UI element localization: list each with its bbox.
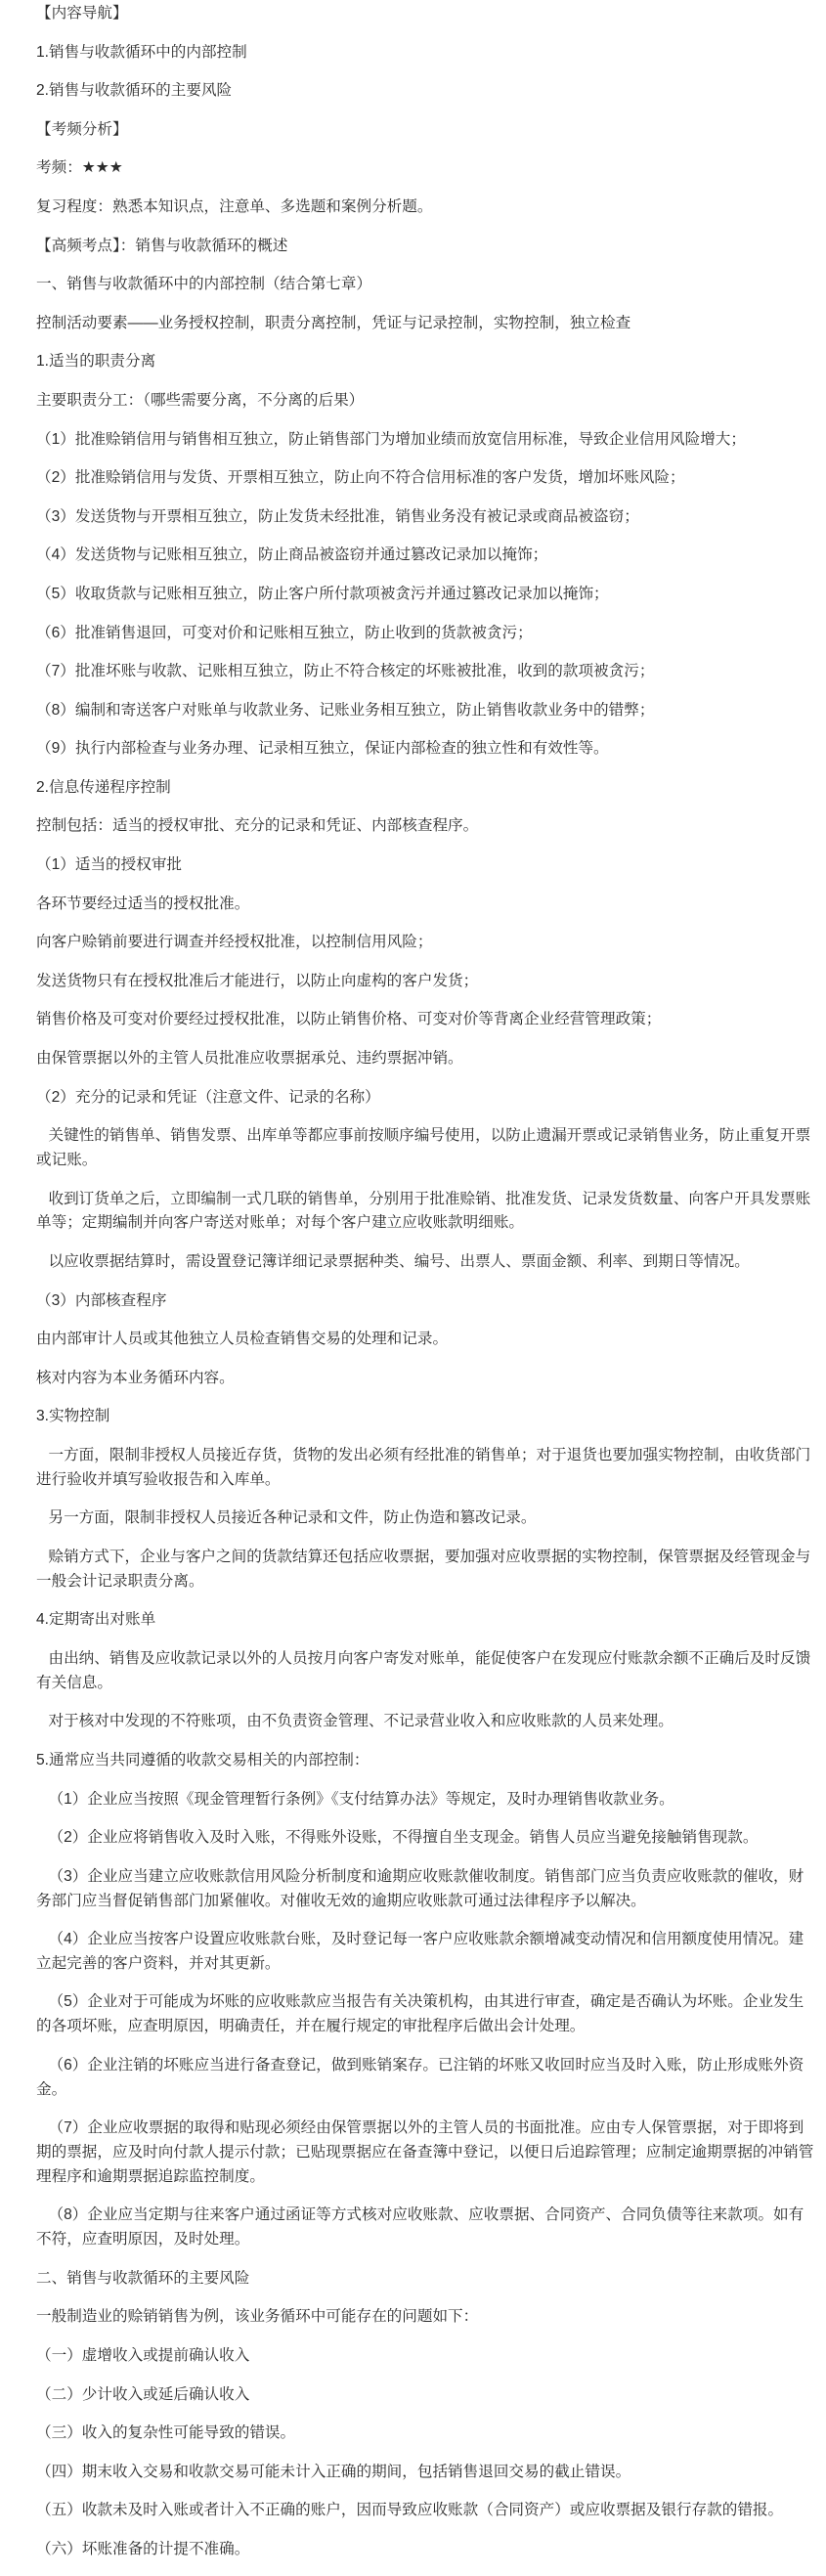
subsection-lead: 主要职责分工：（哪些需要分离，不分离的后果） xyxy=(36,391,365,409)
subsection-title: 5.通常应当共同遵循的收款交易相关的内部控制： xyxy=(36,1751,370,1768)
duty-item: （5）收取货款与记账相互独立，防止客户所付款项被贪污并通过篡改记录加以掩饰； xyxy=(36,585,609,602)
internal-check-title: （3）内部核查程序 xyxy=(36,1291,167,1309)
risk-item: （一）虚增收入或提前确认收入 xyxy=(36,2347,250,2365)
duty-item: （4）发送货物与记账相互独立，防止商品被盗窃并通过篡改记录加以掩饰； xyxy=(36,546,548,564)
duty-item: （6）批准销售退回，可变对价和记账相互独立，防止收到的货款被贪污； xyxy=(36,624,533,641)
risk-item: （五）收款未及时入账或者计入不正确的账户，因而导致应收账款（合同资产）或应收票据及银行存款的错报。 xyxy=(36,2502,784,2519)
exam-analysis-heading: 【考频分析】 xyxy=(36,120,128,138)
section-title: 二、销售与收款循环的主要风险 xyxy=(36,2269,250,2287)
subsection-lead: 控制包括：适当的授权审批、充分的记录和凭证、内部核查程序。 xyxy=(36,817,479,835)
risk-item: （四）期末收入交易和收款交易可能未计入正确的期间，包括销售退回交易的截止错误。 xyxy=(36,2463,631,2480)
collection-control-item: （2）企业应将销售收入及时入账，不得账外设账，不得擅自坐支现金。销售人员应当避免接触销售现款。 xyxy=(48,1829,759,1847)
risk-item: （三）收入的复杂性可能导致的错误。 xyxy=(36,2424,296,2442)
records-item: 关键性的销售单、销售发票、出库单等都应事前按顺序编号使用，以防止遗漏开票或记录销售业务，防止重复开票或记账。 xyxy=(36,1127,811,1169)
risk-item: （六）坏账准备的计提不准确。 xyxy=(36,2541,250,2557)
authorization-item: 发送货物只有在授权批准后才能进行，以防止向虚构的客户发货； xyxy=(36,972,479,989)
section-intro: 控制活动要素——业务授权控制，职责分离控制，凭证与记录控制，实物控制，独立检查 xyxy=(36,314,631,331)
duty-item: （9）执行内部检查与业务办理、记录相互独立，保证内部检查的独立性和有效性等。 xyxy=(36,740,609,758)
subsection-title: 3.实物控制 xyxy=(36,1408,110,1425)
statement-item: 对于核对中发现的不符账项，由不负责资金管理、不记录营业收入和应收账款的人员来处理。 xyxy=(48,1713,674,1730)
collection-control-item: （7）企业应收票据的取得和贴现必须经由保管票据以外的主管人员的书面批准。应由专人保管票据，对于即将到期的票据，应及时向付款人提示付款；已贴现票据应在备查簿中登记，以便日后追踪管理；应制定逾期票据的冲销管理程序和逾期票据追踪监控制度。 xyxy=(36,2119,814,2185)
collection-control-item: （4）企业应当按客户设置应收账款台账，及时登记每一客户应收账款余额增减变动情况和信用额度使用情况。建立起完善的客户资料，并对其更新。 xyxy=(36,1931,804,1972)
authorization-item: 各环节要经过适当的授权批准。 xyxy=(36,895,250,912)
internal-check-item: 核对内容为本业务循环内容。 xyxy=(36,1369,235,1386)
internal-check-item: 由内部审计人员或其他独立人员检查销售交易的处理和记录。 xyxy=(36,1331,449,1348)
authorization-item: 由保管票据以外的主管人员批准应收票据承兑、违约票据冲销。 xyxy=(36,1050,463,1068)
collection-control-item: （6）企业注销的坏账应当进行备查登记，做到账销案存。已注销的坏账又收回时应当及时入账，防止形成账外资金。 xyxy=(36,2056,804,2098)
duty-item: （3）发送货物与开票相互独立，防止发货未经批准，销售业务没有被记录或商品被盗窃； xyxy=(36,507,639,525)
physical-control-item: 一方面，限制非授权人员接近存货，货物的发出必须有经批准的销售单；对于退货也要加强实物控制，由收货部门进行验收并填写验收报告和入库单。 xyxy=(36,1446,811,1488)
content-nav-heading: 【内容导航】 xyxy=(36,5,128,22)
duty-item: （2）批准赊销信用与发货、开票相互独立，防止向不符合信用标准的客户发货，增加坏账风险； xyxy=(36,469,685,487)
collection-control-item: （8）企业应当定期与往来客户通过函证等方式核对应收账款、应收票据、合同资产、合同负债等往来款项。如有不符，应查明原因，及时处理。 xyxy=(36,2206,804,2249)
review-level: 复习程度：熟悉本知识点，注意单、多选题和案例分析题。 xyxy=(36,197,433,215)
authorization-item: 销售价格及可变对价要经过授权批准，以防止销售价格、可变对价等背离企业经营管理政策； xyxy=(36,1011,662,1028)
physical-control-item: 赊销方式下，企业与客户之间的货款结算还包括应收票据，要加强对应收票据的实物控制，保管票据及经管现金与一般会计记录职责分离。 xyxy=(36,1548,811,1590)
subsection-title: 1.适当的职责分离 xyxy=(36,353,156,371)
records-title: （2）充分的记录和凭证（注意文件、记录的名称） xyxy=(36,1088,380,1106)
duty-item: （8）编制和寄送客户对账单与收款业务、记账业务相互独立，防止销售收款业务中的错弊； xyxy=(36,701,655,719)
collection-control-item: （3）企业应当建立应收账款信用风险分析制度和逾期应收账款催收制度。销售部门应当负责应收账款的催收，财务部门应当督促销售部门加紧催收。对催收无效的逾期应收账款可通过法律程序予以解决。 xyxy=(36,1867,804,1909)
authorization-item: 向客户赊销前要进行调查并经授权批准，以控制信用风险； xyxy=(36,934,433,951)
duty-item: （1）批准赊销信用与销售相互独立，防止销售部门为增加业绩而放宽信用标准，导致企业信用风险增大； xyxy=(36,430,746,448)
physical-control-item: 另一方面，限制非授权人员接近各种记录和文件，防止伪造和篡改记录。 xyxy=(48,1509,537,1527)
content-nav-item: 2.销售与收款循环的主要风险 xyxy=(36,82,233,100)
content-nav-item: 1.销售与收款循环中的内部控制 xyxy=(36,43,247,61)
records-item: 以应收票据结算时，需设置登记簿详细记录票据种类、编号、出票人、票面金额、利率、到期日等情况。 xyxy=(48,1253,750,1270)
authorization-title: （1）适当的授权审批 xyxy=(36,856,183,874)
risk-item: （二）少计收入或延后确认收入 xyxy=(36,2385,250,2403)
subsection-title: 4.定期寄出对账单 xyxy=(36,1611,156,1629)
section-title: 一、销售与收款循环中的内部控制（结合第七章） xyxy=(36,276,372,293)
collection-control-item: （1）企业应当按照《现金管理暂行条例》《支付结算办法》等规定，及时办理销售收款业务。 xyxy=(48,1790,674,1808)
key-point-heading: 【高频考点】：销售与收款循环的概述 xyxy=(36,237,288,254)
section-lead: 一般制造业的赊销销售为例，该业务循环中可能存在的问题如下： xyxy=(36,2308,479,2326)
duty-item: （7）批准坏账与收款、记账相互独立，防止不符合核定的坏账被批准，收到的款项被贪污； xyxy=(36,663,655,680)
records-item: 收到订货单之后，立即编制一式几联的销售单，分别用于批准赊销、批准发货、记录发货数量、向客户开具发票账单等；定期编制并向客户寄送对账单；对每个客户建立应收账款明细账。 xyxy=(36,1190,811,1232)
subsection-title: 2.信息传递程序控制 xyxy=(36,778,171,796)
exam-frequency: 考频：★★★ xyxy=(36,159,123,177)
statement-item: 由出纳、销售及应收款记录以外的人员按月向客户寄发对账单，能促使客户在发现应付账款余额不正确后及时反馈有关信息。 xyxy=(36,1649,811,1691)
collection-control-item: （5）企业对于可能成为坏账的应收账款应当报告有关决策机构，由其进行审查，确定是否确认为坏账。企业发生的各项坏账，应查明原因，明确责任，并在履行规定的审批程序后做出会计处理。 xyxy=(36,1993,804,2035)
